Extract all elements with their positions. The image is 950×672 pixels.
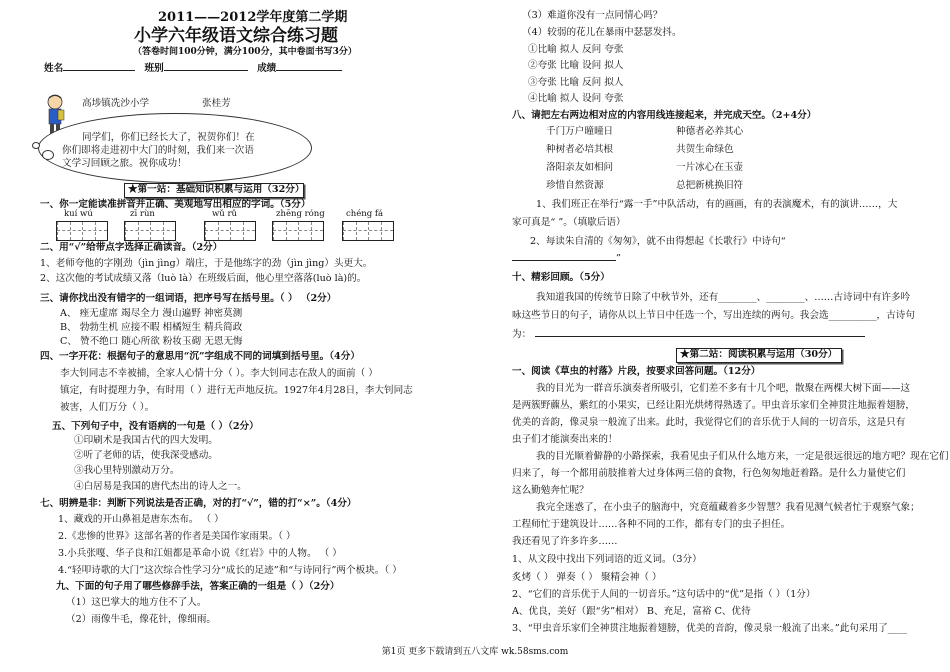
cloud-bubble — [32, 142, 40, 149]
class-label: 班别 — [144, 63, 164, 74]
q7-item: 2.《悲惨的世界》这部名著的作者是美国作家雨果。（ ） — [58, 531, 296, 542]
q9-sentence: （1）这巴掌大的地方住不了人。 — [66, 597, 207, 608]
cloud-bubble — [42, 150, 54, 160]
reading-q1-words: 炙烤（ ） 弹奏（ ） 聚精会神（ ） — [512, 572, 662, 583]
pinyin-2: zī rùn — [130, 209, 155, 219]
match-left[interactable]: 洛阳亲友如相问 — [546, 162, 614, 173]
q9-option: ④比喻 拟人 设问 夸张 — [528, 93, 624, 104]
station1-title: ★第一站：基础知识积累与运用（32分） — [128, 184, 305, 195]
q3-option-c: C、 赞不绝口 随心所欲 粉妆玉砌 无恩无悔 — [60, 336, 243, 347]
q7-item: 1、藏戏的开山鼻祖是唐东杰布。 （ ） — [58, 514, 224, 525]
writing-grid[interactable] — [272, 221, 324, 241]
writing-grid[interactable] — [124, 221, 176, 241]
q8-fill-line: ” — [512, 254, 621, 264]
passage-line: 我的目光为一群音乐演奏者所吸引，它们差不多有十几个吧，散聚在两棵大树下面——这 — [536, 383, 911, 394]
poem-answer-blank[interactable] — [535, 336, 865, 337]
q5-heading: 五、下列句子中，没有语病的一句是（ ）（2分） — [52, 421, 259, 432]
q8-fill-line: 2、每读朱自清的《匆匆》，就不由得想起《长歌行》中诗句“ — [530, 236, 786, 247]
q9-sentence: （4）较弱的花儿在暴雨中瑟瑟发抖。 — [522, 27, 682, 38]
q9-option: ①比喻 拟人 反问 夸张 — [528, 44, 624, 55]
greeting-line: 同学们，你们已经长大了，祝贺你们！在 — [82, 132, 255, 143]
q10-line: 我知道我国的传统节日除了中秋节外，还有________、________、……古诗词中有许多吟 — [536, 292, 911, 303]
reading-heading: 一、阅读《草虫的村落》片段，按要求回答问题。（12分） — [512, 366, 761, 377]
score-field[interactable] — [276, 70, 342, 71]
pinyin-4: zhēng róng — [276, 209, 325, 219]
match-right[interactable]: 一片冰心在玉壶 — [676, 162, 744, 173]
passage-line: 归来了，每一个都用前肢推着大过身体两三倍的食物，行色匆匆地赶着路。是什么力量使它们 — [512, 468, 906, 479]
reading-q3: 3、“甲虫音乐家们全神贯注地振着翅膀，优美的音韵，像灵泉一般流了出来。”此句采用了____ — [512, 623, 907, 634]
greeting-line: 文学习回顾之旅。祝你成功！ — [62, 158, 187, 169]
page-footer: 第1页 更多下载请到五八文库 wk.58sms.com — [381, 647, 569, 657]
q4-line: 被害，人们万分（ ）。 — [60, 402, 155, 413]
passage-line: 优美的音韵，像灵泉一般流了出来。此时，我觉得它们的音乐优于人间的一切音乐，这是只有 — [512, 417, 906, 428]
name-field[interactable] — [63, 70, 135, 71]
writing-grid[interactable] — [56, 221, 108, 241]
year-title: 2011——2012学年度第二学期 — [158, 10, 348, 25]
passage-line: 我还看见了许多许多…… — [512, 536, 618, 547]
match-right[interactable]: 总把新桃换旧符 — [676, 180, 744, 191]
q8-fill-line: 家可真是“ ”。（填歇后语） — [512, 217, 626, 228]
poem-blank[interactable] — [512, 260, 616, 261]
q5-option: ③我心里特别激动万分。 — [74, 465, 180, 476]
score-label: 成绩 — [257, 63, 277, 74]
station2-title: ★第二站：阅读积累与运用（30分） — [680, 349, 838, 360]
q10-line: 为： — [512, 330, 865, 340]
passage-line: 虫子们才能演奏出来的！ — [512, 434, 618, 445]
passage-line: 是两簇野藨丛，紫红的小果实，已经让阳光烘烤得熟透了。甲虫音乐家们全神贯注地振着翅膀， — [512, 400, 915, 411]
info-row — [44, 64, 342, 74]
q3-option-a: A、 痤无虚席 竭尽全力 漫山遍野 神密莫测 — [60, 308, 243, 319]
reading-q1: 1、从文段中找出下列词语的近义词。（3分） — [512, 554, 702, 565]
match-left[interactable]: 珍惜自然资源 — [546, 180, 604, 191]
q8-heading: 八、请把左右两边相对应的内容用线连接起来，并完成天空。（2+4分） — [512, 110, 817, 121]
q3-heading: 三、请你找出没有错字的一组词语，把序号写在括号里。（ ） （2分） — [40, 293, 337, 304]
writing-grid[interactable] — [204, 221, 256, 241]
match-right[interactable]: 种德者必养其心 — [676, 126, 744, 137]
q9-option: ②夸张 比喻 设问 拟人 — [528, 60, 624, 71]
q4-line: 李大钊同志不幸被捕，全家人心情十分（ ）。李大钊同志在敌人的面前（ ） — [60, 368, 378, 379]
q7-item: 4.“轻叩诗歌的大门”这次综合性学习分“成长的足迹”和“与诗同行”两个板块。（ ） — [58, 565, 402, 576]
q4-line: 镇定，有时提理力争，有时用（ ）进行无声地反抗。1927年4月28日，李大钊同志 — [60, 385, 413, 396]
passage-line: 这么勤勉奔忙呢？ — [512, 485, 589, 496]
pinyin-1: kuí wú — [64, 209, 93, 219]
pinyin-5: chéng fá — [346, 209, 384, 219]
exam-title: 小学六年级语文综合练习题 — [134, 26, 338, 46]
greeting-line: 你们即将走进初中大门的时刻，我们来一次语 — [62, 145, 254, 156]
teacher-name: 张桂芳 — [202, 98, 231, 109]
q9-sentence: （2）雨像牛毛，像花针，像细雨。 — [66, 614, 217, 625]
q5-option: ①印刷术是我国古代的四大发明。 — [74, 435, 218, 446]
exam-subtitle: （答卷时间100分钟，满分100分，其中卷面书写3分） — [133, 47, 357, 57]
q9-heading: 九、下面的句子用了哪些修辞手法，答案正确的一组是（ ）（2分） — [56, 581, 340, 592]
q1-heading: 一、你一定能读准拼音并正确、美观地写出相应的字词。（5分） — [40, 199, 311, 210]
passage-line: 我完全迷惑了，在小虫子的脑海中，究竟蕴藏着多少智慧？我看见测气候者忙于观察气象； — [536, 502, 920, 513]
q4-heading: 四、一字开花：根据句子的意思用“沉”字组成不同的词填到括号里。（4分） — [40, 351, 360, 362]
match-right[interactable]: 共贺生命绿色 — [676, 144, 734, 155]
passage-line: 工程师忙于建筑设计……各种不同的工作，都有专门的虫子担任。 — [512, 519, 791, 530]
q5-option: ④白居易是我国的唐代杰出的诗人之一。 — [74, 481, 247, 492]
q9-option: ③夸张 比喻 反问 拟人 — [528, 77, 624, 88]
q7-item: 3.小兵张嘎、华子良和江姐都是革命小说《红岩》中的人物。 （ ） — [58, 548, 342, 559]
reading-q2: 2、“它们的音乐优于人间的一切音乐。”这句话中的“优”是指（ ）（1分） — [512, 589, 816, 600]
name-label: 姓名 — [44, 63, 64, 74]
q10-line: 咏这些节日的句子，请你从以上节日中任选一个，写出连续的两句。我会选__________，古诗句 — [512, 310, 915, 321]
q8-fill-line: 1、我们班正在举行“露一手”中队活动，有的画画，有的表演魔术，有的演讲……，大 — [536, 199, 898, 210]
writing-grid[interactable] — [342, 221, 394, 241]
q2-item: 1、老师夸他的字刚劲（jìn jìng）端庄，于是他练字的劲（jìn jìng）头更大。 — [40, 258, 373, 269]
school-name: 高埗镇冼沙小学 — [82, 98, 150, 109]
q5-option: ②听了老师的话，使我深受感动。 — [74, 450, 218, 461]
match-left[interactable]: 千门万户曈曈日 — [546, 126, 614, 137]
q2-item: 2、这次他的考试成绩又落（luò là）在班级后面，他心里空落落(luò là)的。 — [40, 273, 367, 284]
q2-heading: 二、用“√”给带点字选择正确读音。（2分） — [40, 242, 223, 253]
q3-option-b: B、 勃勃生机 应接不暇 相橘短生 精兵简政 — [60, 322, 243, 333]
reading-q2-options: A、优良，美好（跟“劣”相对） B、充足，富裕 C、优待 — [512, 606, 751, 617]
match-left[interactable]: 种树者必培其根 — [546, 144, 614, 155]
q7-heading: 七、明辨是非：判断下列说法是否正确，对的打“√”，错的打“×”。（4分） — [40, 498, 357, 509]
q9-sentence: （3）难道你没有一点同情心吗？ — [522, 10, 663, 21]
pinyin-3: wǔ rǔ — [212, 209, 237, 219]
class-field[interactable] — [164, 70, 248, 71]
passage-line: 我的目光顺着僻静的小路探索，我看见虫子们从什么地方来，一定是很远很远的地方吧？现在它们 — [536, 451, 949, 462]
q10-heading: 十、精彩回顾。（5分） — [512, 272, 610, 283]
